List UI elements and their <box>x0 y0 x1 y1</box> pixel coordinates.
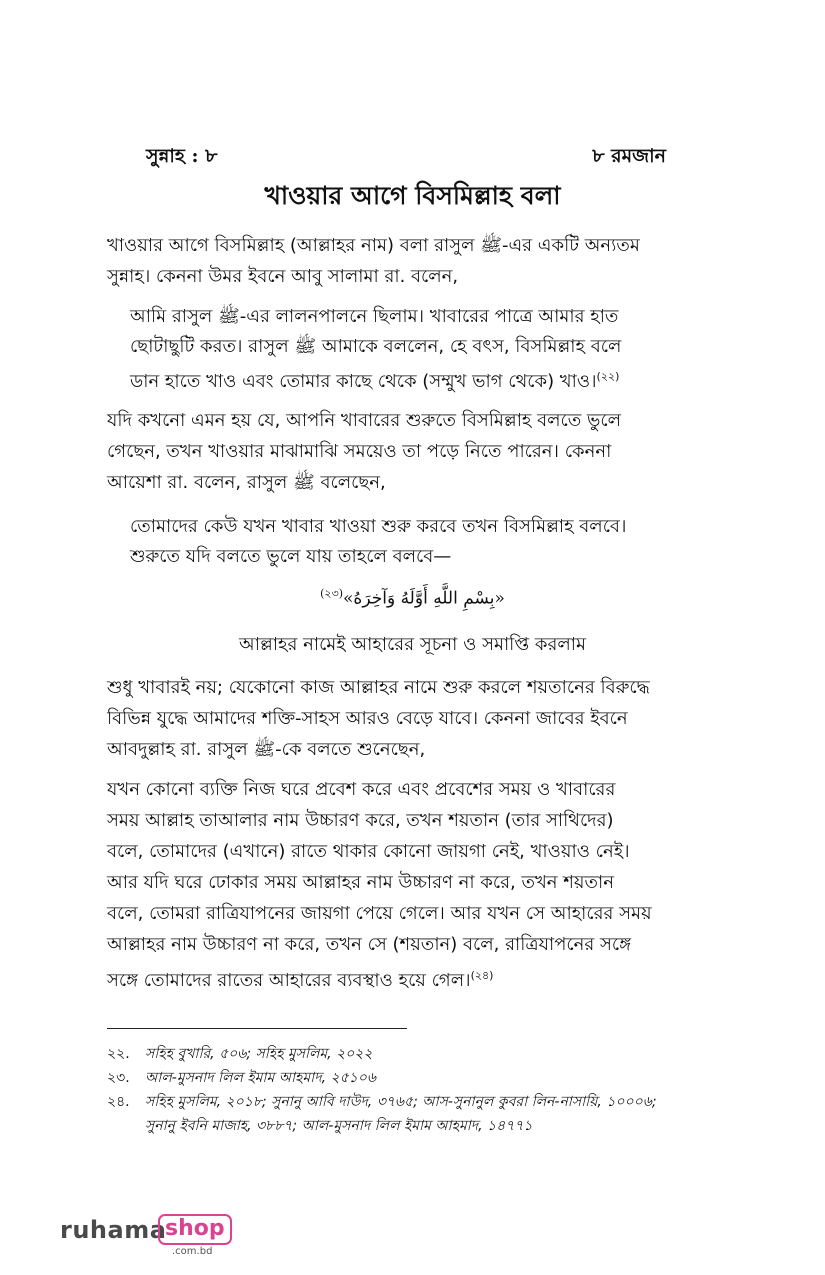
text-line: আয়েশা রা. বলেন, রাসুল ﷺ বলেছেন, <box>107 472 386 493</box>
text-line: আল্লাহর নাম উচ্চারণ না করে, তখন সে (শয়তান) বলে, রাত্রিযাপনের সঙ্গে <box>107 934 632 955</box>
sunnah-number: সুন্নাহ : ৮ <box>146 145 218 167</box>
footnote-text: সহিহ বুখারি, ৫০৬; সহিহ মুসলিম, ২০২২ <box>145 1046 373 1062</box>
text-line: শুরুতে যদি বলতে ভুলে যায় তাহলে বলবে— <box>130 546 452 567</box>
footnote-number: ২৩. <box>107 1070 130 1086</box>
text-line: আমি রাসুল ﷺ-এর লালনপালনে ছিলাম। খাবারের পাত্রে আমার হাত <box>130 306 619 327</box>
footnote-23 <box>107 1066 722 1090</box>
footnote-ref-24[interactable]: (২৪) <box>470 969 494 982</box>
footnote-number: ২৪. <box>107 1094 130 1110</box>
hadith-quote-1 <box>130 302 715 397</box>
chapter-title: খাওয়ার আগে বিসমিল্লাহ বলা <box>264 181 561 210</box>
text-line: বলে, তোমাদের (এখানে) রাতে থাকার কোনো জায়গা নেই, খাওয়াও নেই। <box>107 841 630 862</box>
footnote-ref-22[interactable]: (২২) <box>596 370 620 383</box>
logo-domain: .com.bd <box>172 1246 213 1257</box>
page-header <box>146 142 666 172</box>
footnote-24 <box>107 1090 722 1138</box>
text-line: আর যদি ঘরে ঢোকার সময় আল্লাহর নাম উচ্চারণ না করে, তখন শয়তান <box>107 872 614 893</box>
arabic-dua <box>0 585 825 609</box>
text-line <box>107 960 715 996</box>
text-line: খাওয়ার আগে বিসমিল্লাহ (আল্লাহর নাম) বলা রাসুল ﷺ-এর একটি অন্যতম <box>107 235 640 256</box>
text-line <box>130 362 715 397</box>
text-line: যদি কখনো এমন হয় যে, আপনি খাবারের শুরুতে বিসমিল্লাহ বলতে ভুলে <box>107 410 622 431</box>
footnote-22 <box>107 1042 722 1066</box>
footnote-text: আল-মুসনাদ লিল ইমাম আহমাদ, ২৫১০৬ <box>145 1070 376 1086</box>
text-span: ডান হাতে খাও এবং তোমার কাছে থেকে (সম্মুখ ভাগ থেকে) খাও। <box>130 371 597 392</box>
text-span: সঙ্গে তোমাদের রাতের আহারের ব্যবস্থাও হয়ে গেল। <box>107 970 471 991</box>
text-line: ছোটাছুটি করত। রাসুল ﷺ আমাকে বললেন, হে বৎস, বিসমিল্লাহ বলে <box>130 336 622 357</box>
hadith-quote-2 <box>130 512 715 572</box>
text-line: তোমাদের কেউ যখন খাবার খাওয়া শুরু করবে তখন বিসমিল্লাহ বলবে। <box>130 516 627 537</box>
footnote-text-continued: সুনানু ইবনি মাজাহ, ৩৮৮৭; আল-মুসনাদ লিল ইমাম আহমাদ, ১৪৭৭১ <box>145 1118 533 1134</box>
logo-shop-badge: shop <box>158 1214 232 1245</box>
text-line: বিভিন্ন যুদ্ধে আমাদের শক্তি-সাহস আরও বেড়ে যাবে। কেননা জাবের ইবনে <box>107 708 628 729</box>
paragraph-3 <box>107 672 715 765</box>
ramadan-day: ৮ রমজান <box>592 145 666 167</box>
footnote-text: সহিহ মুসলিম, ২০১৮; সুনানু আবি দাউদ, ৩৭৬৫; আস-সুনানুল কুবরা লিন-নাসায়ি, ১০০০৬; <box>145 1094 657 1110</box>
arabic-text: «بِسْمِ اللَّهِ أَوَّلَهُ وَآخِرَهُ» <box>343 588 505 609</box>
dua-translation: আল্লাহর নামেই আহারের সূচনা ও সমাপ্তি করলাম <box>239 634 586 655</box>
paragraph-4 <box>107 774 715 996</box>
footnotes <box>107 1042 722 1138</box>
footnote-ref-23[interactable]: (২৩) <box>320 587 344 600</box>
text-line: সময় আল্লাহ তাআলার নাম উচ্চারণ করে, তখন শয়তান (তার সাথিদের) <box>107 810 614 831</box>
text-line: যখন কোনো ব্যক্তি নিজ ঘরে প্রবেশ করে এবং প্রবেশের সময় ও খাবারের <box>107 779 616 800</box>
paragraph-2 <box>107 405 715 498</box>
footnote-number: ২২. <box>107 1046 130 1062</box>
text-line: শুধু খাবারই নয়; যেকোনো কাজ আল্লাহর নামে শুরু করলে শয়তানের বিরুদ্ধে <box>107 677 650 698</box>
text-line: সুন্নাহ। কেননা উমর ইবনে আবু সালামা রা. বলেন, <box>107 266 459 287</box>
text-line: আবদুল্লাহ রা. রাসুল ﷺ-কে বলতে শুনেছেন, <box>107 739 426 760</box>
text-line: বলে, তোমরা রাত্রিযাপনের জায়গা পেয়ে গেলে। আর যখন সে আহারের সময় <box>107 903 652 924</box>
text-line: গেছেন, তখন খাওয়ার মাঝামাঝি সময়েও তা পড়ে নিতে পারেন। কেননা <box>107 441 612 462</box>
logo-brand-text: ruhama <box>60 1216 167 1244</box>
intro-paragraph <box>107 230 715 292</box>
ruhamashop-logo[interactable] <box>60 1210 260 1260</box>
footnote-divider <box>107 1028 407 1029</box>
